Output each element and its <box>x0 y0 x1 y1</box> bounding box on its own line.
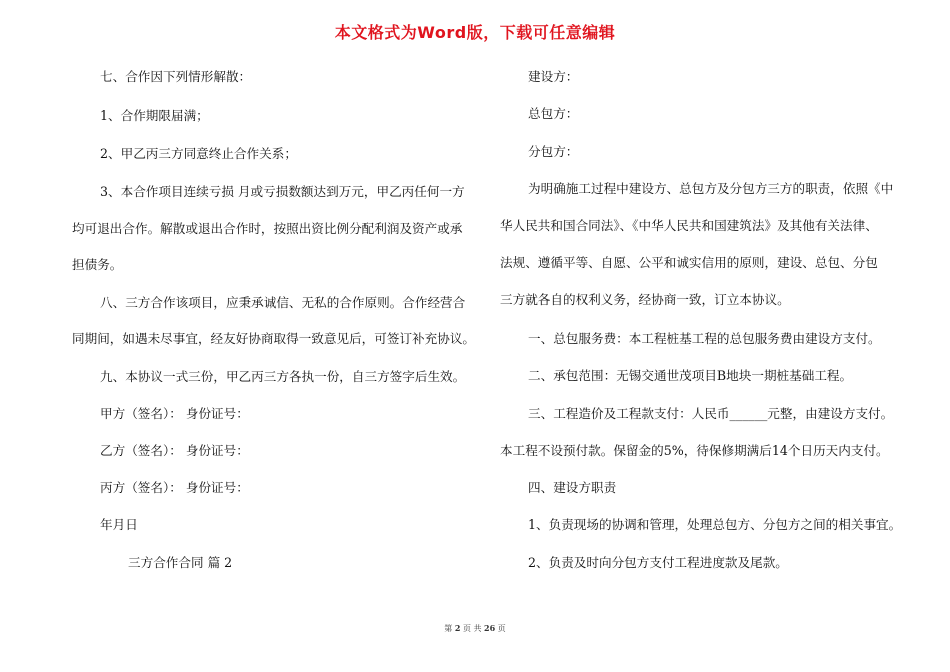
clause-heading: 四、建设方职责 <box>528 480 617 495</box>
clause-line: 2、负责及时向分包方支付工程进度款及尾款。 <box>528 555 788 570</box>
paragraph-line: 法规、遵循平等、自愿、公平和诚实信用的原则，建设、总包、分包 <box>500 255 878 270</box>
clause-line: 三、工程造价及工程款支付：人民币______元整，由建设方支付。 <box>528 406 894 421</box>
paragraph-line: 2、甲乙丙三方同意终止合作关系； <box>100 146 297 161</box>
format-banner: 本文格式为Word版，下载可任意编辑 <box>334 23 616 42</box>
paragraph-line: 为明确施工过程中建设方、总包方及分包方三方的职责，依照《中 <box>528 181 894 196</box>
clause-line: 一、总包服务费：本工程桩基工程的总包服务费由建设方支付。 <box>528 331 881 346</box>
footer-prefix: 第 <box>444 624 453 633</box>
paragraph-line: 均可退出合作。解散或退出合作时，按照出资比例分配利润及资产或承 <box>72 221 463 236</box>
signature-line-a: 甲方（签名）： 身份证号： <box>100 406 249 421</box>
paragraph-line: 1、合作期限届满； <box>100 108 209 123</box>
paragraph-line: 担债务。 <box>72 257 123 272</box>
paragraph-line: 七、合作因下列情形解散： <box>100 69 252 84</box>
clause-line: 1、负责现场的协调和管理，处理总包方、分包方之间的相关事宜。 <box>528 517 902 532</box>
clause-line: 二、承包范围：无锡交通世茂项目B地块一期桩基础工程。 <box>528 368 853 383</box>
party-line: 分包方： <box>528 144 579 159</box>
paragraph-line: 3、本合作项目连续亏损 月或亏损数额达到万元，甲乙丙任何一方 <box>100 184 465 199</box>
signature-line-b: 乙方（签名）： 身份证号： <box>100 443 249 458</box>
total-pages: 26 <box>484 623 496 633</box>
section-heading: 三方合作合同 篇 2 <box>128 555 233 570</box>
paragraph-line: 同期间，如遇未尽事宜，经友好协商取得一致意见后，可签订补充协议。 <box>72 331 475 346</box>
party-line: 建设方： <box>528 69 579 84</box>
paragraph-line: 九、本协议一式三份，甲乙丙三方各执一份，自三方签字后生效。 <box>100 369 466 384</box>
footer-suffix: 页 <box>497 624 506 633</box>
paragraph-line: 三方就各自的权利义务，经协商一致，订立本协议。 <box>500 292 790 307</box>
signature-line-c: 丙方（签名）： 身份证号： <box>100 480 249 495</box>
paragraph-line: 八、三方合作该项目，应秉承诚信、无私的合作原则。合作经营合 <box>100 295 466 310</box>
page-footer <box>0 623 950 634</box>
paragraph-line: 华人民共和国合同法》、《中华人民共和国建筑法》及其他有关法律、 <box>500 218 878 233</box>
paragraph-line: 本工程不设预付款。保留金的5%，待保修期满后14个日历天内支付。 <box>500 443 889 458</box>
page-number: 2 <box>454 623 461 633</box>
footer-middle: 页 共 <box>462 624 482 633</box>
date-line: 年月日 <box>100 517 138 532</box>
party-line: 总包方： <box>528 106 579 121</box>
